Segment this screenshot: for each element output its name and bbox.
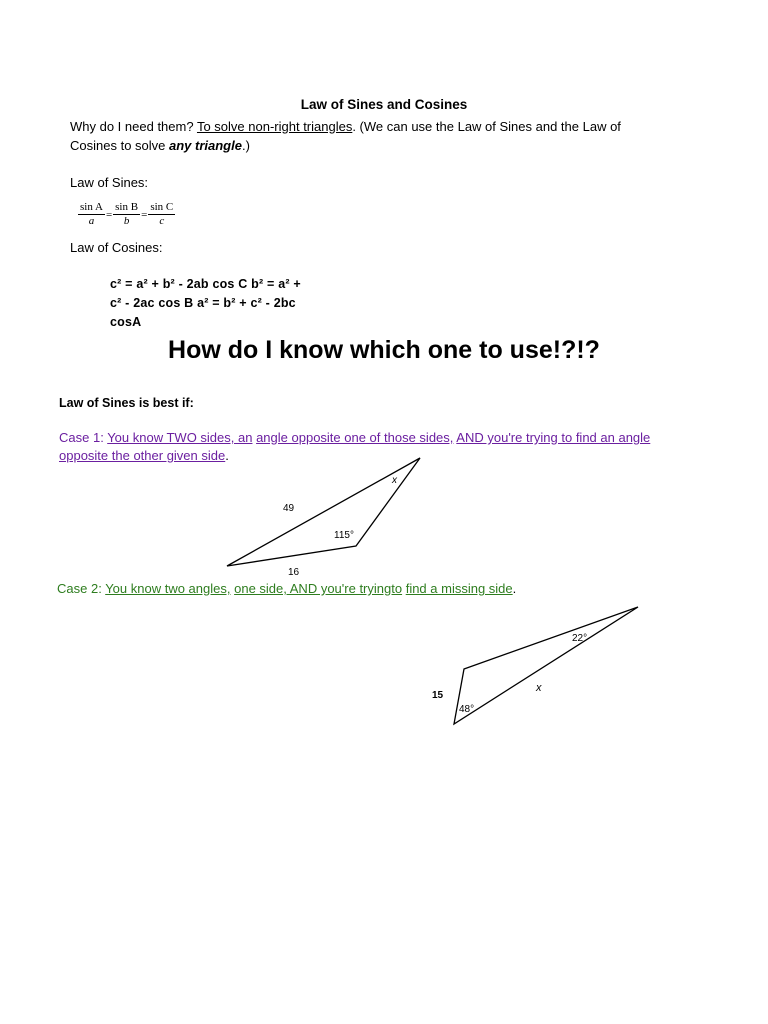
intro-answer: To solve non-right triangles <box>196 119 353 134</box>
triangle-1-side-b: 16 <box>288 567 300 578</box>
triangle-2-outline <box>454 607 638 724</box>
case1-part-4: opposite the other given side <box>59 448 226 463</box>
triangle-2 <box>432 607 638 724</box>
triangle-2-angle-b: 22° <box>572 633 588 644</box>
case2-part-3: find a missing side <box>405 581 513 596</box>
case1-part-1: You know TWO sides, an <box>107 430 253 445</box>
intro-emphasis: any triangle <box>169 138 242 153</box>
equals-sign: = <box>105 208 113 221</box>
fraction-denominator: b <box>123 215 130 227</box>
case2-part-2: one side, AND you're tryingto <box>234 581 403 596</box>
case2-part-1: You know two angles, <box>105 581 231 596</box>
triangle-1-unknown: x <box>392 475 397 486</box>
case1-part-3: AND you're trying to find an angle <box>456 430 651 445</box>
triangle-2-angle-a: 48° <box>459 704 475 715</box>
triangle-1-side-a: 49 <box>283 503 295 514</box>
case1-label: Case 1: <box>59 430 104 445</box>
law-of-sines-heading: Law of Sines: <box>70 175 149 190</box>
case2-end: . <box>512 581 517 596</box>
sines-best-if-heading: Law of Sines is best if: <box>59 396 194 410</box>
triangle-2-side: 15 <box>432 690 444 701</box>
page-title: Law of Sines and Cosines <box>300 97 468 112</box>
case1-end: . <box>225 448 229 463</box>
fraction-denominator: c <box>159 215 165 227</box>
intro-question: Why do I need them? <box>70 119 194 134</box>
intro-rest-1: . (We can use the Law of Sines and the Law of <box>352 119 621 134</box>
case2-label: Case 2: <box>57 581 102 596</box>
intro-rest-2b: .) <box>241 138 250 153</box>
equals-sign: = <box>141 208 148 221</box>
cosines-line-3: cosA <box>110 315 142 329</box>
intro-rest-2a: Cosines to solve <box>70 138 169 153</box>
fraction-numerator: sin B <box>115 201 139 213</box>
triangle-2-unknown: x <box>536 682 542 694</box>
case2-line <box>57 579 516 598</box>
fraction-numerator: sin C <box>150 201 174 213</box>
fraction-numerator: sin A <box>80 201 103 213</box>
cosines-line-2: c² - 2ac cos B a² = b² + c² - 2bc <box>110 296 296 310</box>
case1-part-2: angle opposite one of those sides, <box>256 430 454 445</box>
triangle-1 <box>227 458 420 578</box>
law-of-cosines-heading: Law of Cosines: <box>70 240 163 255</box>
fraction-denominator: a <box>88 215 95 227</box>
big-question: How do I know which one to use!?!? <box>168 336 600 364</box>
triangle-1-angle: 115° <box>334 530 354 541</box>
cosines-line-1: c² = a² + b² - 2ab cos C b² = a² + <box>110 277 301 291</box>
